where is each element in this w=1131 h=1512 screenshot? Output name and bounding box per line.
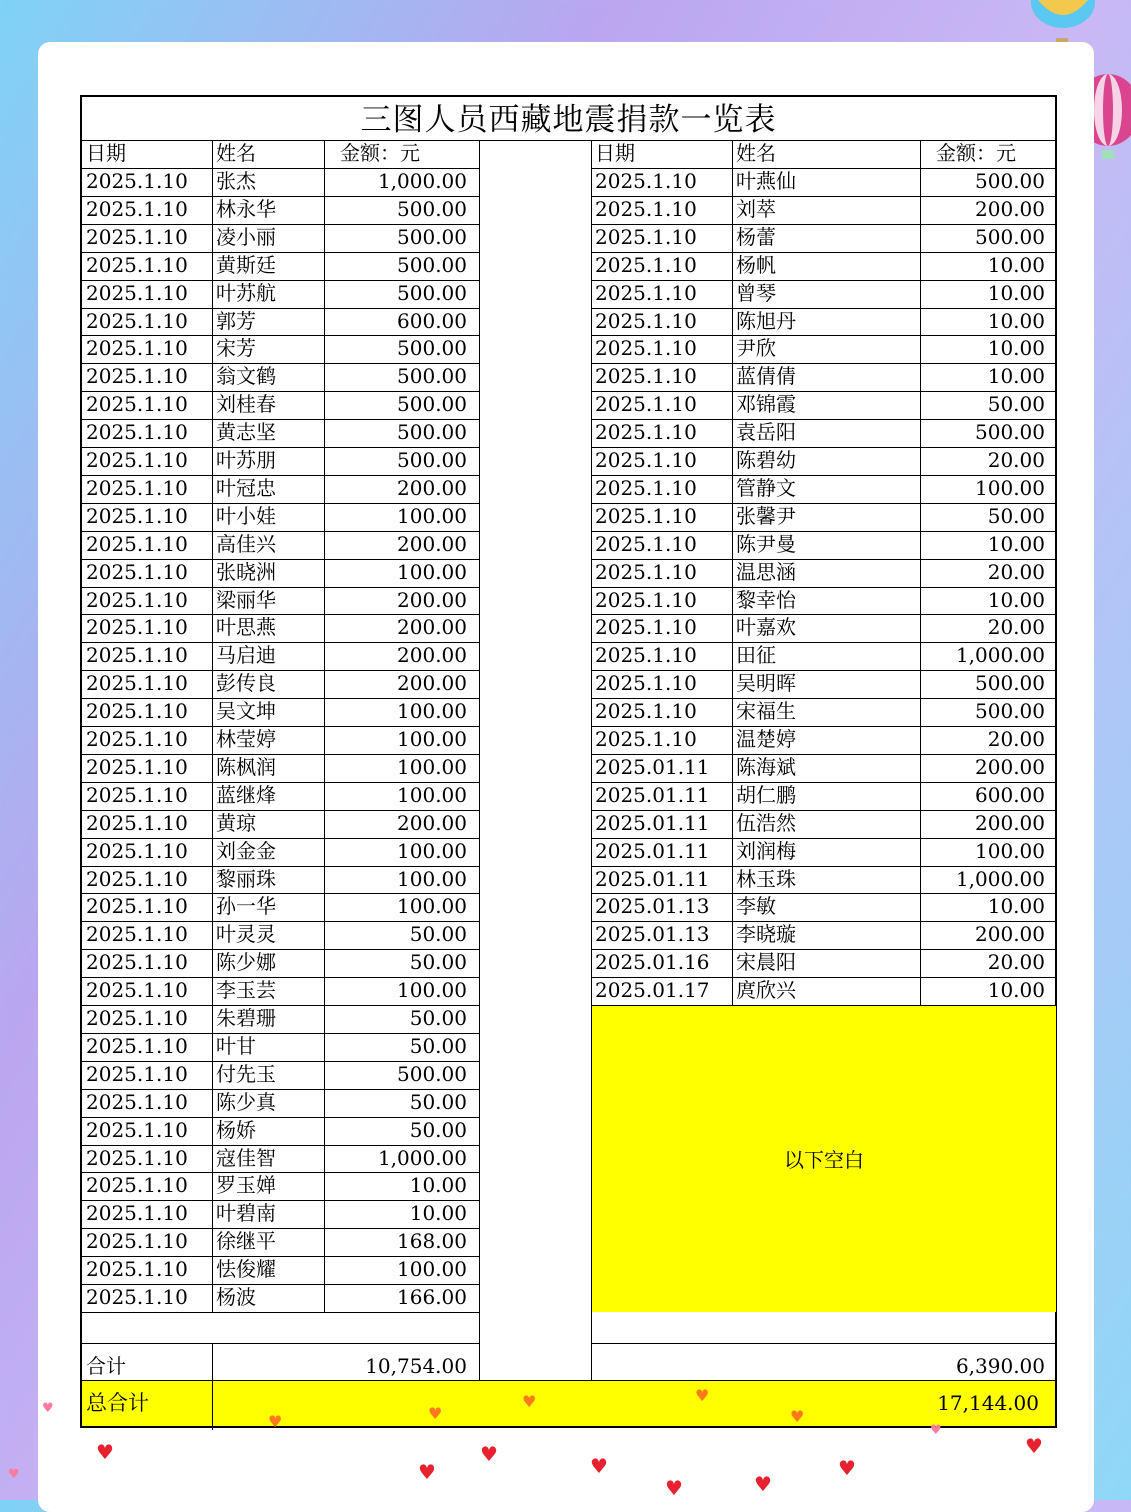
- heart-icon: ♥: [8, 1467, 20, 1482]
- right-header-date: 日期: [595, 141, 635, 165]
- right-amount-cell: 20.00: [987, 727, 1045, 751]
- left-name-cell: 孙一华: [216, 894, 276, 919]
- grid-line: [732, 140, 733, 1005]
- heart-icon: ♥: [754, 1472, 772, 1496]
- right-date-cell: 2025.1.10: [595, 671, 697, 696]
- left-date-cell: 2025.1.10: [86, 782, 188, 807]
- right-date-cell: 2025.1.10: [595, 727, 697, 751]
- left-date-cell: 2025.1.10: [86, 978, 188, 1003]
- left-amount-cell: 100.00: [397, 699, 467, 724]
- left-date-cell: 2025.1.10: [86, 1145, 188, 1170]
- left-date-cell: 2025.1.10: [86, 1033, 188, 1058]
- right-amount-cell: 50.00: [987, 503, 1045, 528]
- heart-icon: ♥: [418, 1460, 436, 1484]
- right-amount-cell: 20.00: [987, 559, 1045, 584]
- right-name-cell: 杨蕾: [736, 224, 776, 249]
- left-name-cell: 吴文坤: [216, 699, 276, 724]
- left-date-cell: 2025.1.10: [86, 475, 188, 500]
- right-amount-cell: 10.00: [987, 280, 1045, 305]
- right-date-cell: 2025.01.11: [595, 782, 710, 807]
- right-date-cell: 2025.01.11: [595, 810, 710, 835]
- grid-line: [920, 140, 921, 1005]
- left-name-cell: 陈少真: [216, 1089, 276, 1114]
- right-name-cell: 温楚婷: [736, 727, 796, 751]
- right-amount-cell: 100.00: [975, 475, 1045, 500]
- left-date-cell: 2025.1.10: [86, 1173, 188, 1198]
- right-date-cell: 2025.01.11: [595, 866, 710, 891]
- left-date-cell: 2025.1.10: [86, 364, 188, 389]
- subtotal-label: 合计: [86, 1353, 126, 1378]
- right-name-cell: 邓锦霞: [736, 392, 796, 417]
- right-date-cell: 2025.1.10: [595, 503, 697, 528]
- right-amount-cell: 200.00: [975, 196, 1045, 221]
- left-amount-cell: 200.00: [397, 615, 467, 640]
- left-amount-cell: 10.00: [409, 1173, 467, 1198]
- left-name-cell: 怯俊耀: [216, 1257, 276, 1282]
- right-date-cell: 2025.1.10: [595, 252, 697, 277]
- left-name-cell: 宋芳: [216, 336, 256, 361]
- right-name-cell: 陈旭丹: [736, 308, 796, 333]
- right-amount-cell: 100.00: [975, 838, 1045, 863]
- left-amount-cell: 166.00: [397, 1285, 467, 1309]
- right-date-cell: 2025.1.10: [595, 224, 697, 249]
- left-name-cell: 叶小娃: [216, 503, 276, 528]
- left-amount-cell: 500.00: [397, 392, 467, 417]
- right-name-cell: 宋福生: [736, 699, 796, 724]
- left-amount-cell: 200.00: [397, 475, 467, 500]
- grid-line: [591, 140, 592, 1387]
- left-name-cell: 杨波: [216, 1285, 256, 1309]
- right-amount-cell: 50.00: [987, 392, 1045, 417]
- left-name-cell: 蓝继烽: [216, 782, 276, 807]
- left-date-cell: 2025.1.10: [86, 169, 188, 193]
- sheet-title: 三图人员西藏地震捐款一览表: [82, 97, 1055, 141]
- left-date-cell: 2025.1.10: [86, 838, 188, 863]
- right-date-cell: 2025.1.10: [595, 615, 697, 640]
- right-name-cell: 刘润梅: [736, 838, 796, 863]
- left-name-cell: 黄志坚: [216, 420, 276, 445]
- left-amount-cell: 100.00: [397, 754, 467, 779]
- left-date-cell: 2025.1.10: [86, 503, 188, 528]
- left-amount-cell: 200.00: [397, 531, 467, 556]
- right-amount-cell: 1,000.00: [955, 643, 1045, 668]
- heart-icon: ♥: [790, 1407, 805, 1426]
- left-date-cell: 2025.1.10: [86, 448, 188, 472]
- right-amount-cell: 500.00: [975, 224, 1045, 249]
- left-date-cell: 2025.1.10: [86, 894, 188, 919]
- left-amount-cell: 500.00: [397, 224, 467, 249]
- right-name-cell: 田征: [736, 643, 776, 668]
- left-name-cell: 叶甘: [216, 1033, 256, 1058]
- right-date-cell: 2025.1.10: [595, 336, 697, 361]
- right-name-cell: 庹欣兴: [736, 978, 796, 1003]
- right-date-cell: 2025.1.10: [595, 587, 697, 612]
- heart-icon: ♥: [522, 1392, 537, 1411]
- right-name-cell: 蓝倩倩: [736, 364, 796, 389]
- right-amount-cell: 20.00: [987, 950, 1045, 975]
- left-amount-cell: 100.00: [397, 559, 467, 584]
- left-name-cell: 马启迪: [216, 643, 276, 668]
- left-amount-cell: 50.00: [409, 922, 467, 947]
- right-date-cell: 2025.01.13: [595, 894, 710, 919]
- left-date-cell: 2025.1.10: [86, 392, 188, 417]
- right-date-cell: 2025.01.16: [595, 950, 710, 975]
- heart-icon: ♥: [838, 1456, 856, 1480]
- left-name-cell: 凌小丽: [216, 224, 276, 249]
- left-date-cell: 2025.1.10: [86, 420, 188, 445]
- left-date-cell: 2025.1.10: [86, 336, 188, 361]
- right-name-cell: 吴明晖: [736, 671, 796, 696]
- right-name-cell: 尹欣: [736, 336, 776, 361]
- left-amount-cell: 100.00: [397, 727, 467, 751]
- left-name-cell: 叶灵灵: [216, 922, 276, 947]
- left-name-cell: 黎丽珠: [216, 866, 276, 891]
- left-name-cell: 林莹婷: [216, 727, 276, 751]
- left-header-date: 日期: [86, 141, 126, 165]
- right-amount-cell: 600.00: [975, 782, 1045, 807]
- heart-icon: ♥: [590, 1454, 608, 1478]
- grid-line: [82, 1343, 479, 1344]
- left-name-cell: 寇佳智: [216, 1145, 276, 1170]
- right-date-cell: 2025.1.10: [595, 364, 697, 389]
- left-date-cell: 2025.1.10: [86, 196, 188, 221]
- left-amount-cell: 100.00: [397, 1257, 467, 1282]
- donation-sheet: [80, 95, 1057, 1431]
- heart-icon: ♥: [665, 1476, 683, 1500]
- right-name-cell: 刘萃: [736, 196, 776, 221]
- left-amount-cell: 100.00: [397, 782, 467, 807]
- left-date-cell: 2025.1.10: [86, 727, 188, 751]
- right-amount-cell: 20.00: [987, 615, 1045, 640]
- left-date-cell: 2025.1.10: [86, 1089, 188, 1114]
- left-header-amount: 金额：元: [340, 141, 420, 165]
- right-date-cell: 2025.01.11: [595, 754, 710, 779]
- grid-line: [591, 1343, 1057, 1344]
- right-date-cell: 2025.01.17: [595, 978, 710, 1003]
- right-amount-cell: 20.00: [987, 448, 1045, 472]
- grid-line: [324, 140, 325, 1312]
- right-name-cell: 伍浩然: [736, 810, 796, 835]
- left-name-cell: 梁丽华: [216, 587, 276, 612]
- left-name-cell: 李玉芸: [216, 978, 276, 1003]
- left-date-cell: 2025.1.10: [86, 1285, 188, 1309]
- left-amount-cell: 200.00: [397, 671, 467, 696]
- right-amount-cell: 10.00: [987, 308, 1045, 333]
- grid-line: [212, 140, 213, 1312]
- heart-icon: ♥: [695, 1386, 710, 1405]
- left-date-cell: 2025.1.10: [86, 922, 188, 947]
- grand-total-label: 总合计: [86, 1391, 149, 1415]
- right-date-cell: 2025.1.10: [595, 699, 697, 724]
- right-name-cell: 曾琴: [736, 280, 776, 305]
- left-name-cell: 黄琼: [216, 810, 256, 835]
- right-date-cell: 2025.01.13: [595, 922, 710, 947]
- left-name-cell: 叶碧南: [216, 1201, 276, 1226]
- grand-total-value: 17,144.00: [937, 1391, 1039, 1415]
- right-name-cell: 胡仁鹏: [736, 782, 796, 807]
- left-name-cell: 高佳兴: [216, 531, 276, 556]
- right-amount-cell: 200.00: [975, 810, 1045, 835]
- right-header-name: 姓名: [736, 141, 776, 165]
- left-name-cell: 杨娇: [216, 1117, 256, 1142]
- heart-icon: ♥: [1025, 1434, 1043, 1458]
- left-date-cell: 2025.1.10: [86, 1061, 188, 1086]
- right-name-cell: 管静文: [736, 475, 796, 500]
- left-date-cell: 2025.1.10: [86, 587, 188, 612]
- left-date-cell: 2025.1.10: [86, 615, 188, 640]
- right-name-cell: 叶燕仙: [736, 169, 796, 193]
- left-amount-cell: 500.00: [397, 420, 467, 445]
- left-date-cell: 2025.1.10: [86, 754, 188, 779]
- left-name-cell: 刘桂春: [216, 392, 276, 417]
- right-date-cell: 2025.1.10: [595, 169, 697, 193]
- left-date-cell: 2025.1.10: [86, 224, 188, 249]
- right-date-cell: 2025.01.11: [595, 838, 710, 863]
- left-amount-cell: 500.00: [397, 448, 467, 472]
- left-amount-cell: 600.00: [397, 308, 467, 333]
- grid-line: [479, 140, 480, 1387]
- left-date-cell: 2025.1.10: [86, 1229, 188, 1254]
- right-amount-cell: 500.00: [975, 420, 1045, 445]
- left-date-cell: 2025.1.10: [86, 1257, 188, 1282]
- left-name-cell: 陈枫润: [216, 754, 276, 779]
- left-amount-cell: 500.00: [397, 336, 467, 361]
- left-date-cell: 2025.1.10: [86, 671, 188, 696]
- left-amount-cell: 1,000.00: [377, 169, 467, 193]
- right-name-cell: 黎幸怡: [736, 587, 796, 612]
- left-date-cell: 2025.1.10: [86, 643, 188, 668]
- left-name-cell: 陈少娜: [216, 950, 276, 975]
- left-amount-cell: 50.00: [409, 1117, 467, 1142]
- right-name-cell: 袁岳阳: [736, 420, 796, 445]
- left-name-cell: 罗玉婵: [216, 1173, 276, 1198]
- left-amount-cell: 200.00: [397, 587, 467, 612]
- left-amount-cell: 500.00: [397, 1061, 467, 1086]
- left-amount-cell: 10.00: [409, 1201, 467, 1226]
- right-date-cell: 2025.1.10: [595, 392, 697, 417]
- heart-icon: ♥: [480, 1442, 498, 1466]
- left-name-cell: 张杰: [216, 169, 256, 193]
- right-amount-cell: 10.00: [987, 336, 1045, 361]
- left-date-cell: 2025.1.10: [86, 531, 188, 556]
- left-amount-cell: 200.00: [397, 643, 467, 668]
- heart-icon: ♥: [42, 1401, 54, 1416]
- right-amount-cell: 10.00: [987, 894, 1045, 919]
- right-date-cell: 2025.1.10: [595, 280, 697, 305]
- right-total: 6,390.00: [955, 1353, 1045, 1378]
- left-name-cell: 徐继平: [216, 1229, 276, 1254]
- right-amount-cell: 500.00: [975, 699, 1045, 724]
- left-name-cell: 付先玉: [216, 1061, 276, 1086]
- right-amount-cell: 10.00: [987, 531, 1045, 556]
- left-date-cell: 2025.1.10: [86, 252, 188, 277]
- left-date-cell: 2025.1.10: [86, 308, 188, 333]
- left-date-cell: 2025.1.10: [86, 950, 188, 975]
- left-amount-cell: 500.00: [397, 252, 467, 277]
- right-amount-cell: 10.00: [987, 252, 1045, 277]
- right-date-cell: 2025.1.10: [595, 559, 697, 584]
- right-amount-cell: 500.00: [975, 169, 1045, 193]
- left-header-name: 姓名: [216, 141, 256, 165]
- right-amount-cell: 10.00: [987, 587, 1045, 612]
- right-name-cell: 张馨尹: [736, 503, 796, 528]
- blank-label: 以下空白: [784, 1148, 864, 1173]
- grid-line: [212, 1380, 213, 1426]
- left-total: 10,754.00: [365, 1353, 467, 1378]
- right-amount-cell: 10.00: [987, 978, 1045, 1003]
- heart-icon: ♥: [268, 1412, 283, 1431]
- left-amount-cell: 100.00: [397, 866, 467, 891]
- right-amount-cell: 200.00: [975, 922, 1045, 947]
- right-date-cell: 2025.1.10: [595, 420, 697, 445]
- right-name-cell: 陈海斌: [736, 754, 796, 779]
- left-name-cell: 彭传良: [216, 671, 276, 696]
- left-amount-cell: 50.00: [409, 950, 467, 975]
- left-amount-cell: 168.00: [397, 1229, 467, 1254]
- left-name-cell: 朱碧珊: [216, 1006, 276, 1030]
- right-amount-cell: 500.00: [975, 671, 1045, 696]
- right-date-cell: 2025.1.10: [595, 448, 697, 472]
- right-date-cell: 2025.1.10: [595, 531, 697, 556]
- left-date-cell: 2025.1.10: [86, 866, 188, 891]
- left-date-cell: 2025.1.10: [86, 559, 188, 584]
- right-header-amount: 金额：元: [936, 141, 1016, 165]
- right-date-cell: 2025.1.10: [595, 643, 697, 668]
- right-date-cell: 2025.1.10: [595, 196, 697, 221]
- left-amount-cell: 500.00: [397, 364, 467, 389]
- right-name-cell: 叶嘉欢: [736, 615, 796, 640]
- right-name-cell: 温思涵: [736, 559, 796, 584]
- left-name-cell: 黄斯廷: [216, 252, 276, 277]
- left-amount-cell: 100.00: [397, 978, 467, 1003]
- right-amount-cell: 1,000.00: [955, 866, 1045, 891]
- left-date-cell: 2025.1.10: [86, 1201, 188, 1226]
- left-name-cell: 叶思燕: [216, 615, 276, 640]
- left-name-cell: 张晓洲: [216, 559, 276, 584]
- left-name-cell: 叶苏航: [216, 280, 276, 305]
- left-amount-cell: 500.00: [397, 280, 467, 305]
- left-amount-cell: 100.00: [397, 894, 467, 919]
- heart-icon: ♥: [428, 1404, 443, 1423]
- grid-line: [82, 1312, 479, 1313]
- left-amount-cell: 50.00: [409, 1089, 467, 1114]
- left-name-cell: 刘金金: [216, 838, 276, 863]
- right-name-cell: 李敏: [736, 894, 776, 919]
- left-amount-cell: 200.00: [397, 810, 467, 835]
- right-name-cell: 陈尹曼: [736, 531, 796, 556]
- left-amount-cell: 100.00: [397, 838, 467, 863]
- right-amount-cell: 200.00: [975, 754, 1045, 779]
- left-name-cell: 郭芳: [216, 308, 256, 333]
- left-amount-cell: 500.00: [397, 196, 467, 221]
- left-date-cell: 2025.1.10: [86, 810, 188, 835]
- left-amount-cell: 50.00: [409, 1033, 467, 1058]
- left-date-cell: 2025.1.10: [86, 280, 188, 305]
- right-date-cell: 2025.1.10: [595, 308, 697, 333]
- right-name-cell: 李晓璇: [736, 922, 796, 947]
- left-date-cell: 2025.1.10: [86, 1117, 188, 1142]
- right-name-cell: 杨帆: [736, 252, 776, 277]
- left-name-cell: 翁文鹤: [216, 364, 276, 389]
- right-date-cell: 2025.1.10: [595, 475, 697, 500]
- left-name-cell: 叶冠忠: [216, 475, 276, 500]
- right-amount-cell: 10.00: [987, 364, 1045, 389]
- left-amount-cell: 1,000.00: [377, 1145, 467, 1170]
- heart-icon: ♥: [96, 1440, 114, 1464]
- left-amount-cell: 100.00: [397, 503, 467, 528]
- left-name-cell: 林永华: [216, 196, 276, 221]
- left-date-cell: 2025.1.10: [86, 699, 188, 724]
- left-date-cell: 2025.1.10: [86, 1006, 188, 1030]
- right-name-cell: 宋晨阳: [736, 950, 796, 975]
- right-name-cell: 林玉珠: [736, 866, 796, 891]
- right-name-cell: 陈碧幼: [736, 448, 796, 472]
- left-amount-cell: 50.00: [409, 1006, 467, 1030]
- left-name-cell: 叶苏朋: [216, 448, 276, 472]
- heart-icon: ♥: [930, 1423, 942, 1438]
